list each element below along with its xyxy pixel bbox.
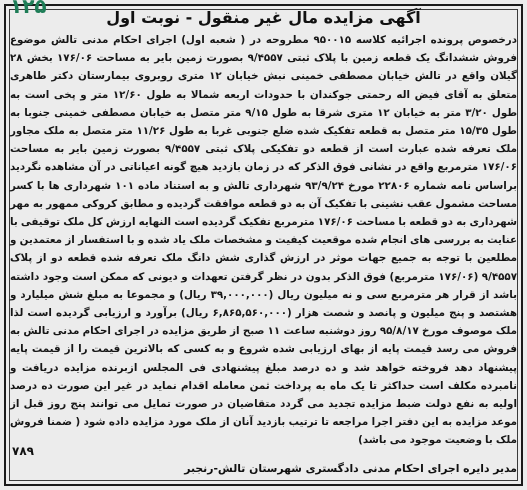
signature-line: مدیر دایره اجرای احکام مدنی دادگستری شهرستان تالش-رنجبر xyxy=(184,462,517,475)
notice-body: درخصوص پرونده اجرائیه کلاسه ۹۵۰۰۱۵ مطروحه در ( شعبه اول) اجرای احکام مدنی تالش موضوع فروش ششدانگ یک قطعه زمین با پلاک ثبتی ۹/۴۵۵۷ بصورت زمین بایر به مساحت ۱۷۶/۰۶ بخش ۲۸ گیلان واقع در تالش خیابان مصطفی خمینی نبش خیابان ۱۲ متری روبروی بیمارستان دکتر طاهری متعلق به آقای فیض اله رحمتی جوکندان با حدودات اربعه شمالا به طول ۱۲/۶۰ متر و پخی است به طول ۳/۲۰ متر به خیابان ۱۲ متری شرقا به طول ۹/۱۵ متر متصل به خیابان مصطفی خمینی جنوبا به طول ۱۵/۳۵ متر متصل به قطعه تفکیک شده ضلع جنوبی غربا به طول ۱۱/۲۶ متر متصل به ملک مجاور ملک تعرفه شده عبارت است از قطعه دو تفکیکی پلاک ثبتی ۹/۴۵۵۷ بصورت زمین بایر به مساحت ۱۷۶/۰۶ مترمربع واقع در نشانی فوق الذکر که در زمان بازدید هیچ گونه اعیاناتی در آن مشاهده نگردید براساس نامه شماره ۲۲۸۰۶ مورخ ۹۳/۹/۲۴ شهرداری تالش و به استناد ماده ۱۰۱ شهرداری ها با کسر مساحت مشمول عقب نشینی با تفکیک آن به دو قطعه موافقت گردیده و مطابق کروکی ممهور به مهر شهرداری به دو قطعه با مساحت ۱۷۶/۰۶ مترمربع تفکیک گردیده است النهایه ارزش کل ملک توقیفی با عنایت به بررسی های انجام شده موقعیت کیفیت و مشخصات ملک یاد شده و با استفسار از معتمدین و مطلعین با توجه به جمیع جهات موثر در ارزش گذاری شش دانگ ملک تعرفه شده قطعه دو از پلاک ۹/۴۵۵۷ (۱۷۶/۰۶ مترمربع) فوق الذکر بدون در نظر گرفتن تعهدات و دیونی که ممکن است وجود داشته باشد از قرار هر مترمربع سی و نه میلیون ریال (۳۹,۰۰۰,۰۰۰ ریال) و مجموعا به مبلغ شش میلیارد و هشتصد و پنج میلیون و پانصد و شصت هزار (۶,۸۶۵,۵۶۰,۰۰۰ ریال) برآورد و ارزیابی گردیده است لذا ملک موصوف مورخ ۹۵/۸/۱۷ روز دوشنبه ساعت ۱۱ صبح از طریق مزایده در اجرای احکام مدنی تالش به فروش می رسد قیمت پایه از بهای ارزیابی شده شروع و به کسی که بالاترین قیمت را از قیمت پایه پیشنهاد دهد فروخته خواهد شد و ده درصد مبلغ پیشنهادی فی المجلس ازبرنده مزایده دریافت و نامبرده مکلف است حداکثر تا یک ماه به پرداخت ثمن معامله اقدام نماید در غیر این صورت ده درصد اولیه به نفع دولت ضبط مزایده تجدید می گردد متقاضیان در صورت تمایل می توانند پنج روز قبل از موعد مزایده به این دفتر اجرا مراجعه تا ترتیب بازدید آنان از ملک مورد مزایده داده شود ( ضمنا فروش ملک با وضعیت موجود می باشد) xyxy=(10,34,518,447)
notice-footer xyxy=(10,444,517,480)
corner-handwritten-number: ۱۲۵ xyxy=(10,0,47,18)
ad-code-number: ۷۸۹ xyxy=(12,444,34,458)
notice-title: آگهی مزایده مال غیر منقول - نوبت اول xyxy=(106,8,421,27)
